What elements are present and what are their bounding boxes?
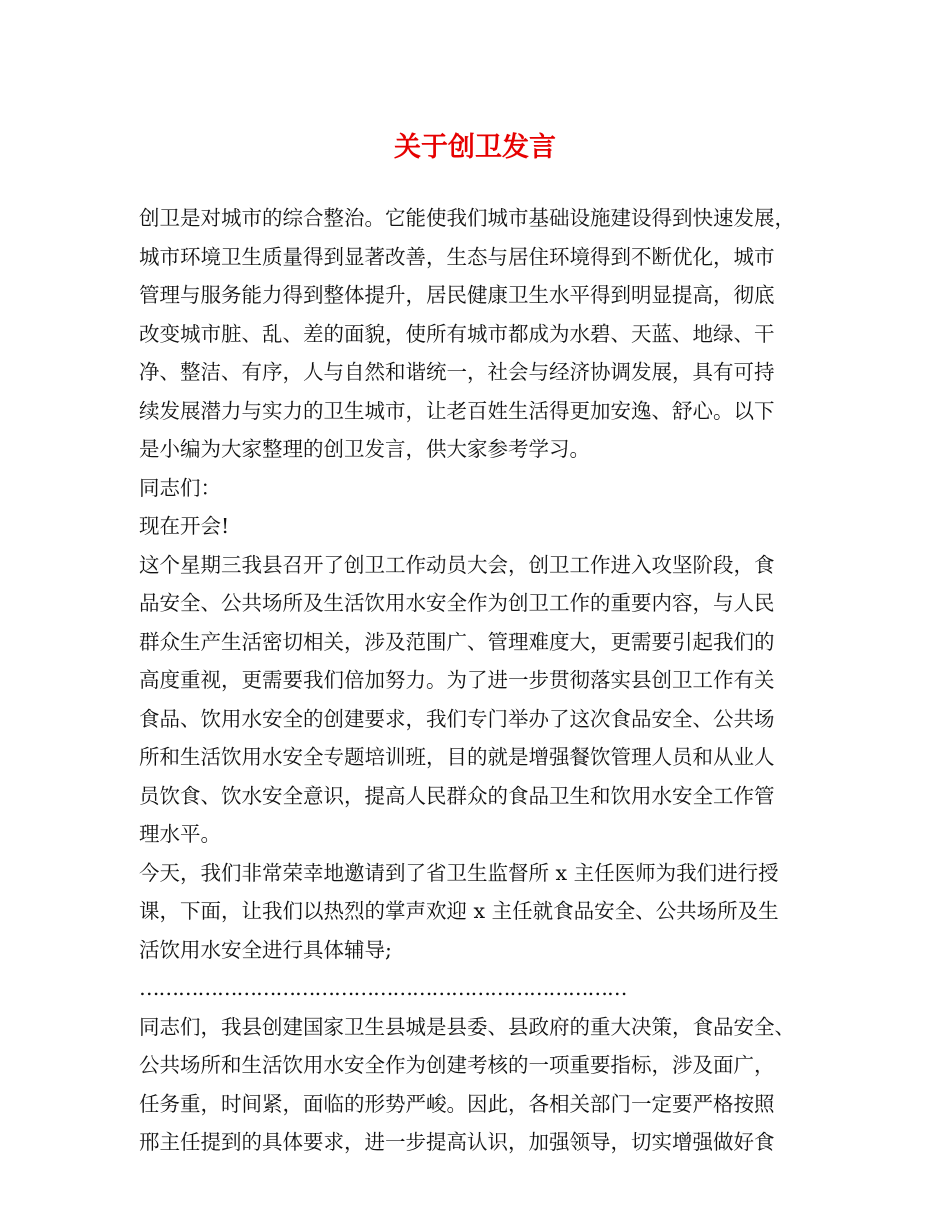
- text-line: 城市环境卫生质量得到显著改善，生态与居住环境得到不断优化，城市: [139, 244, 775, 269]
- text-line: 管理与服务能力得到整体提升，居民健康卫生水平得到明显提高，彻底: [139, 283, 775, 307]
- text-line: 任务重，时间紧，面临的形势严峻。因此，各相关部门一定要严格按照: [139, 1091, 775, 1116]
- text-line: …………………………………………………………………: [139, 976, 627, 1000]
- document-body: [139, 199, 839, 1162]
- page-title: 关于创卫发言: [394, 132, 556, 163]
- text-line: 公共场所和生活饮用水安全作为创建考核的一项重要指标，涉及面广，: [139, 1053, 775, 1077]
- text-line: 高度重视，更需要我们倍加努力。为了进一步贯彻落实县创卫工作有关: [139, 668, 775, 692]
- text-line: 所和生活饮用水安全专题培训班，目的就是增强餐饮管理人员和从业人: [139, 745, 775, 769]
- text-line: 改变城市脏、乱、差的面貌，使所有城市都成为水碧、天蓝、地绿、干: [139, 321, 775, 346]
- text-line: 现在开会!: [139, 514, 230, 538]
- text-line: 群众生产生活密切相关，涉及范围广、管理难度大，更需要引起我们的: [139, 629, 775, 654]
- text-line: 这个星期三我县召开了创卫工作动员大会，创卫工作进入攻坚阶段，食: [139, 552, 775, 577]
- text-line: 同志们，我县创建国家卫生县城是县委、县政府的重大决策，食品安全、: [139, 1014, 795, 1039]
- text-line: 是小编为大家整理的创卫发言，供大家参考学习。: [139, 437, 590, 461]
- text-line: 理水平。: [139, 822, 221, 846]
- text-line: 今天，我们非常荣幸地邀请到了省卫生监督所 x 主任医师为我们进行授: [139, 860, 779, 885]
- text-line: 员饮食、饮水安全意识，提高人民群众的食品卫生和饮用水安全工作管: [139, 783, 775, 808]
- text-line: 续发展潜力与实力的卫生城市，让老百姓生活得更加安逸、舒心。以下: [139, 398, 775, 423]
- text-line: 净、整洁、有序，人与自然和谐统一，社会与经济协调发展，具有可持: [139, 360, 775, 384]
- text-line: 课，下面，让我们以热烈的掌声欢迎 x 主任就食品安全、公共场所及生: [139, 899, 779, 923]
- text-line: 活饮用水安全进行具体辅导;: [139, 937, 392, 962]
- text-line: 同志们：: [139, 475, 221, 500]
- text-line: 创卫是对城市的综合整治。它能使我们城市基础设施建设得到快速发展，: [139, 206, 795, 230]
- text-line: 品安全、公共场所及生活饮用水安全作为创卫工作的重要内容，与人民: [139, 591, 775, 615]
- text-line: 邢主任提到的具体要求，进一步提高认识，加强领导，切实增强做好食: [139, 1130, 775, 1154]
- text-line: 食品、饮用水安全的创建要求，我们专门举办了这次食品安全、公共场: [139, 706, 775, 731]
